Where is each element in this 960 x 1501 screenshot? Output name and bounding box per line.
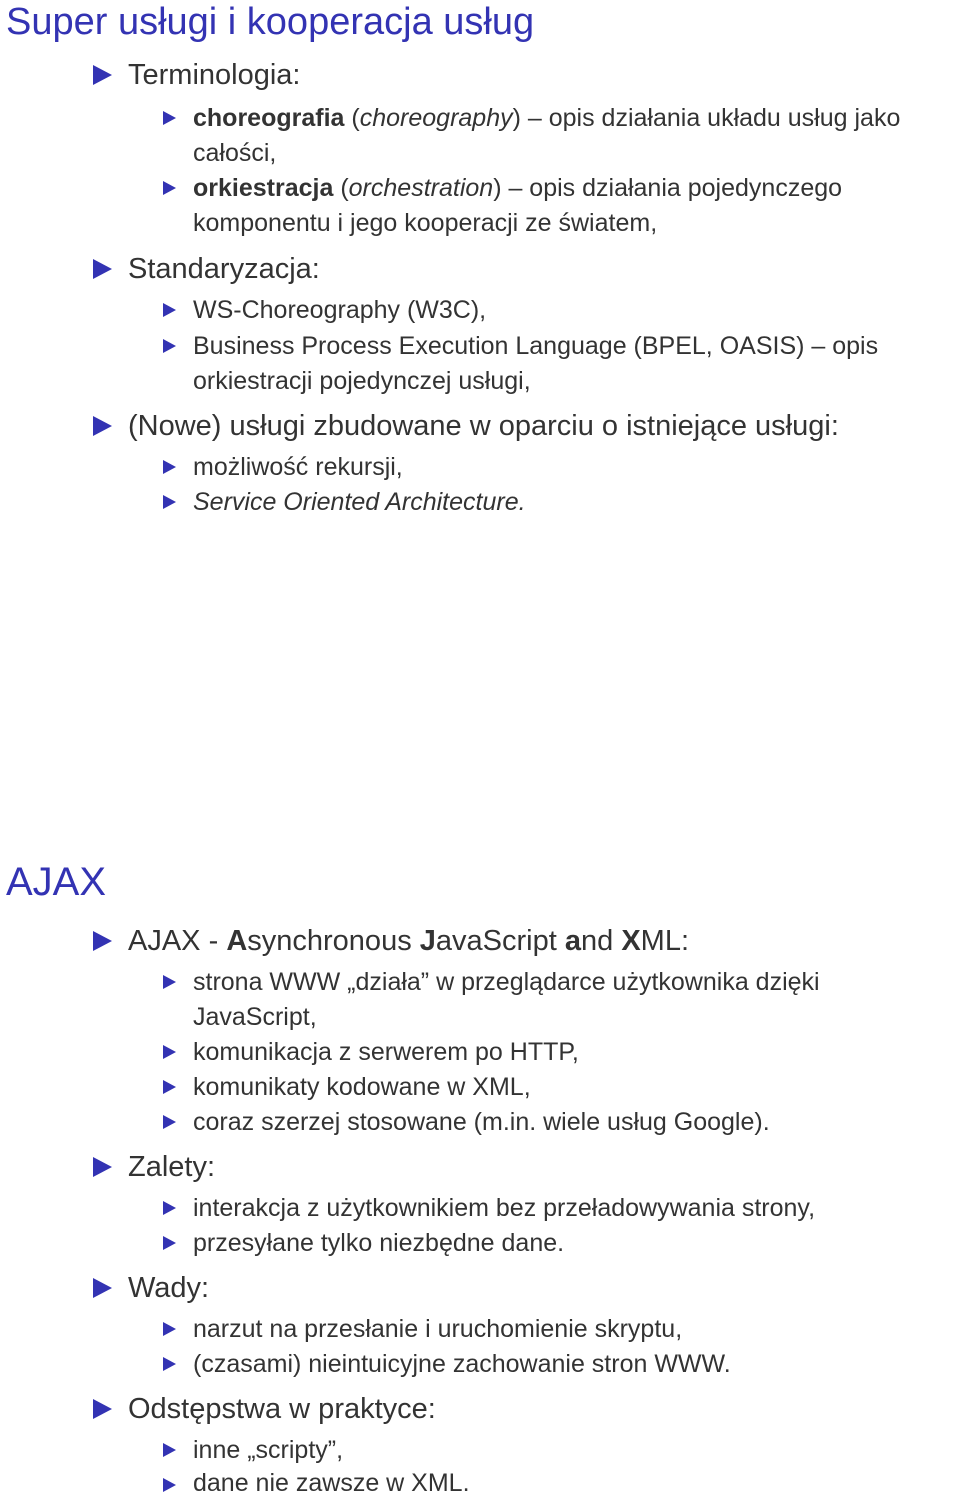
list-item-inne-scripty: inne „scripty”, <box>193 1436 344 1464</box>
sub-bullet-triangle-icon <box>163 111 176 125</box>
term-english-choreography: choreography <box>359 104 513 132</box>
sub-bullet-triangle-icon <box>163 1115 176 1129</box>
sub-bullet-triangle-icon <box>163 339 176 353</box>
list-item-ws-choreography: WS-Choreography (W3C), <box>193 296 487 324</box>
list-item-narzut: narzut na przesłanie i uruchomienie skryptu, <box>193 1315 683 1343</box>
sub-bullet-triangle-icon <box>163 1201 176 1215</box>
term-english-orchestration: orchestration <box>348 174 494 202</box>
term-orkiestracja: orkiestracja <box>193 174 334 202</box>
slide-super-uslugi <box>0 0 960 560</box>
bullet-triangle-icon <box>93 1157 112 1177</box>
list-item-ajax-definition: AJAX - Asynchronous JavaScript and XML: <box>128 925 690 957</box>
sub-bullet-triangle-icon <box>163 1322 176 1336</box>
list-item-komunikaty: komunikaty kodowane w XML, <box>193 1073 531 1101</box>
sub-bullet-triangle-icon <box>163 1045 176 1059</box>
slide-ajax <box>0 852 960 1499</box>
list-item-bpel: Business Process Execution Language (BPEL, OASIS) – opis orkiestracji pojedynczej usługi, <box>193 332 879 395</box>
slide-title: AJAX <box>6 860 107 904</box>
list-item-interakcja: interakcja z użytkownikiem bez przeładowywania strony, <box>193 1194 816 1222</box>
list-item-odstepstwa: Odstępstwa w praktyce: <box>128 1393 436 1425</box>
sub-bullet-triangle-icon <box>163 1357 176 1371</box>
bullet-triangle-icon <box>93 1399 112 1419</box>
bullet-triangle-icon <box>93 931 112 951</box>
sub-bullet-triangle-icon <box>163 1080 176 1094</box>
list-item-zalety: Zalety: <box>128 1151 216 1183</box>
sub-bullet-triangle-icon <box>163 1443 176 1457</box>
list-item-nie-xml: dane nie zawsze w XML. <box>193 1469 470 1497</box>
list-item-komunikacja: komunikacja z serwerem po HTTP, <box>193 1038 579 1066</box>
slide-title: Super usługi i kooperacja usług <box>6 1 535 43</box>
sub-bullet-triangle-icon <box>163 495 176 509</box>
list-item-nieintuicyjne: (czasami) nieintuicyjne zachowanie stron WWW. <box>193 1350 731 1378</box>
bullet-triangle-icon <box>93 65 112 85</box>
sub-bullet-triangle-icon <box>163 975 176 989</box>
list-item-strona-www: strona WWW „działa” w przeglądarce użytkownika dzięki JavaScript, <box>193 968 820 1031</box>
bullet-triangle-icon <box>93 1278 112 1298</box>
bullet-triangle-icon <box>93 259 112 279</box>
sub-bullet-triangle-icon <box>163 460 176 474</box>
list-item-standaryzacja: Standaryzacja: <box>128 253 320 285</box>
list-item-nowe-uslugi: (Nowe) usługi zbudowane w oparciu o istniejące usługi: <box>128 410 839 442</box>
list-item-rekursja: możliwość rekursji, <box>193 453 403 481</box>
list-item-orkiestracja: orkiestracja (orchestration) – opis działania pojedynczego komponentu i jego kooperacji ze światem, <box>193 174 843 237</box>
list-item-google: coraz szerzej stosowane (m.in. wiele usług Google). <box>193 1108 770 1136</box>
sub-bullet-triangle-icon <box>163 181 176 195</box>
list-item-choreografia: choreografia (choreography) – opis działania układu usług jako całości, <box>193 104 901 167</box>
sub-bullet-triangle-icon <box>163 1236 176 1250</box>
term-choreografia: choreografia <box>193 104 345 132</box>
list-item-wady: Wady: <box>128 1272 210 1304</box>
bullet-triangle-icon <box>93 416 112 436</box>
sub-bullet-triangle-icon <box>163 1478 176 1492</box>
list-item-niezbedne-dane: przesyłane tylko niezbędne dane. <box>193 1229 565 1257</box>
sub-bullet-triangle-icon <box>163 303 176 317</box>
list-item-terminologia: Terminologia: <box>128 59 301 91</box>
list-item-soa: Service Oriented Architecture. <box>193 488 526 516</box>
